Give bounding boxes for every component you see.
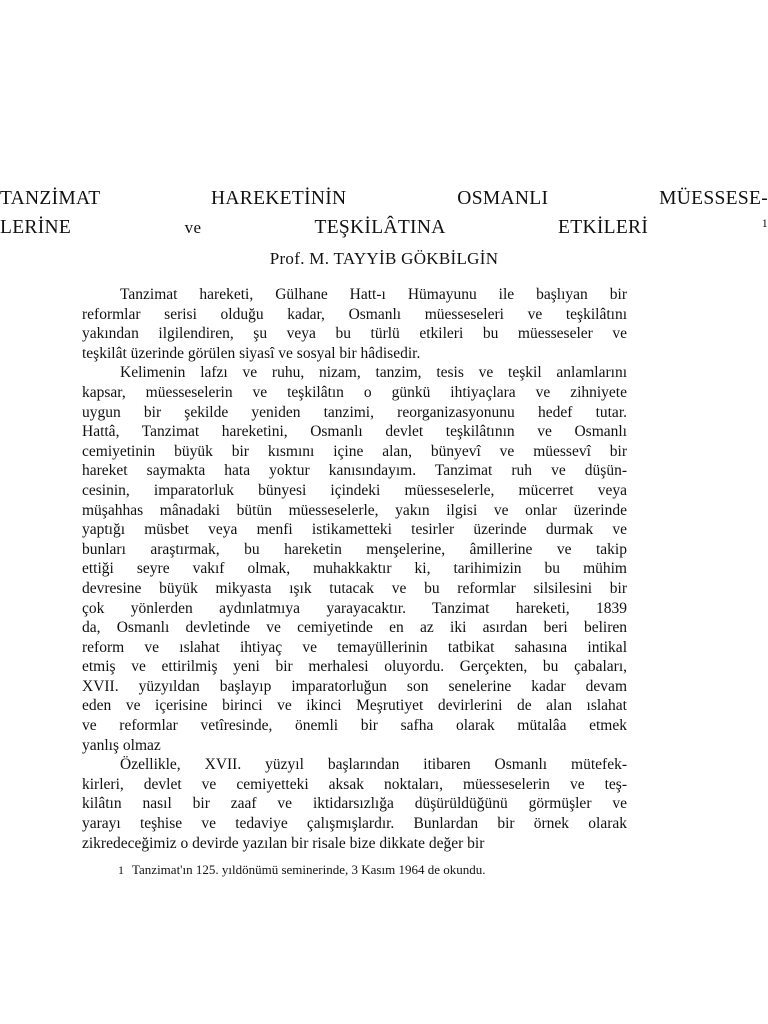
text-line: Hattâ, Tanzimat hareketini, Osmanlı devlet teşkilâtının ve Osmanlı xyxy=(82,423,627,441)
title-line-2-conjunction: ve xyxy=(184,218,202,237)
title-line-2-part-a: LERİNE xyxy=(0,217,72,238)
author-name: Prof. M. TAYYİB GÖKBİLGİN xyxy=(269,249,499,268)
footnote xyxy=(118,862,485,878)
text-line: XVII. yüzyıldan başlayıp imparatorluğun son senelerine kadar devam xyxy=(82,677,627,695)
text-line: bunları araştırmak, bu hareketin menşelerine, âmillerine ve takip xyxy=(82,540,627,558)
text-line: hareket saymakta hata yoktur kanısındayım. Tanzimat ruh ve düşün- xyxy=(82,462,627,480)
text-line: yakından ilgilendiren, şu veya bu türlü etkileri bu müesseseler ve xyxy=(82,325,627,343)
title-line-2-part-b: TEŞKİLÂTINA ETKİLERİ xyxy=(314,217,649,238)
text-line: cesinin, imparatorluk bünyesi içindeki müesseselerle, mücerret veya xyxy=(82,481,627,499)
text-line: eden ve içerisine birinci ve ikinci Meşrutiyet devirlerini de alan ıslahat xyxy=(82,697,627,715)
text-line: müşahhas mânadaki bütün müesseselerle, yakın ilgisi ve onlar üzerinde xyxy=(82,501,627,519)
text-line: ve reformlar vetîresinde, önemli bir safha olarak mütalâa etmek xyxy=(82,717,627,735)
paragraph xyxy=(82,363,627,755)
text-line: da, Osmanlı devletinde ve cemiyetinde en az iki asırdan beri beliren xyxy=(82,619,627,637)
text-line: etmiş ve ettirilmiş yeni bir merhalesi oluyordu. Gerçekten, bu çabaları, xyxy=(82,658,627,676)
text-line: zikredeceğimiz o devirde yazılan bir risale bize dikkate değer bir xyxy=(82,834,485,852)
title-line-2 xyxy=(0,211,768,240)
text-line: reform ve ıslahat ihtiyaç ve temayüllerinin tatbikat sahasına intikal xyxy=(82,638,627,656)
text-line: yaptığı müsbet veya menfi istikametteki tesirler üzerinde durmak ve xyxy=(82,521,627,539)
title-footnote-ref: 1 xyxy=(761,216,768,230)
text-line: çok yönlerden aydınlatmıya yarayacaktır. Tanzimat hareketi, 1839 xyxy=(82,599,627,617)
text-line: Özellikle, XVII. yüzyıl başlarından itibaren Osmanlı mütefek- xyxy=(120,756,627,774)
text-line: reformlar serisi olduğu kadar, Osmanlı müesseseleri ve teşkilâtını xyxy=(82,305,627,323)
text-line: ettiği seyre vakıf olmak, muhakkaktır ki, tarihimizin bu mühim xyxy=(82,560,627,578)
article-title xyxy=(0,186,768,240)
text-line: teşkilât üzerinde görülen siyasî ve sosyal bir hâdisedir. xyxy=(82,344,421,362)
text-line: kapsar, müesseselerin ve teşkilâtın o günkü ihtiyaçlara ve zihniyete xyxy=(82,383,627,401)
footnote-text: Tanzimat'ın 125. yıldönümü seminerinde, 3 Kasım 1964 de okundu. xyxy=(132,862,486,877)
text-line: devresine büyük mikyasta ışık tutacak ve bu reformlar silsilesini bir xyxy=(82,579,627,597)
text-line: Kelimenin lafzı ve ruhu, nizam, tanzim, tesis ve teşkil anlamlarını xyxy=(120,364,627,382)
text-line: uygun bir şekilde yeniden tanzimi, reorganizasyonunu hedef tutar. xyxy=(82,403,627,421)
text-line: yanlış olmaz xyxy=(82,736,161,754)
title-line-1: TANZİMAT HAREKETİNİN OSMANLI MÜESSESE- xyxy=(0,188,768,209)
text-line: cemiyetinin büyük bir kısmını içine alan, bünyevî ve müessevî bir xyxy=(82,442,627,460)
article-body xyxy=(82,285,627,853)
text-line: Tanzimat hareketi, Gülhane Hatt-ı Hümayunu ile başlıyan bir xyxy=(120,286,627,303)
text-line: yarayı teşhise ve tedaviye çalışmışlardır. Bunlardan bir örnek olarak xyxy=(82,815,627,833)
footnote-mark: 1 xyxy=(118,863,124,877)
paragraph xyxy=(82,755,627,853)
paragraph xyxy=(82,285,627,363)
text-line: kirleri, devlet ve cemiyetteki aksak noktaları, müesseselerin ve teş- xyxy=(82,775,627,793)
text-line: kilâtın nasıl bir zaaf ve iktidarsızlığa düşürüldüğünü görmüşler ve xyxy=(82,795,627,813)
